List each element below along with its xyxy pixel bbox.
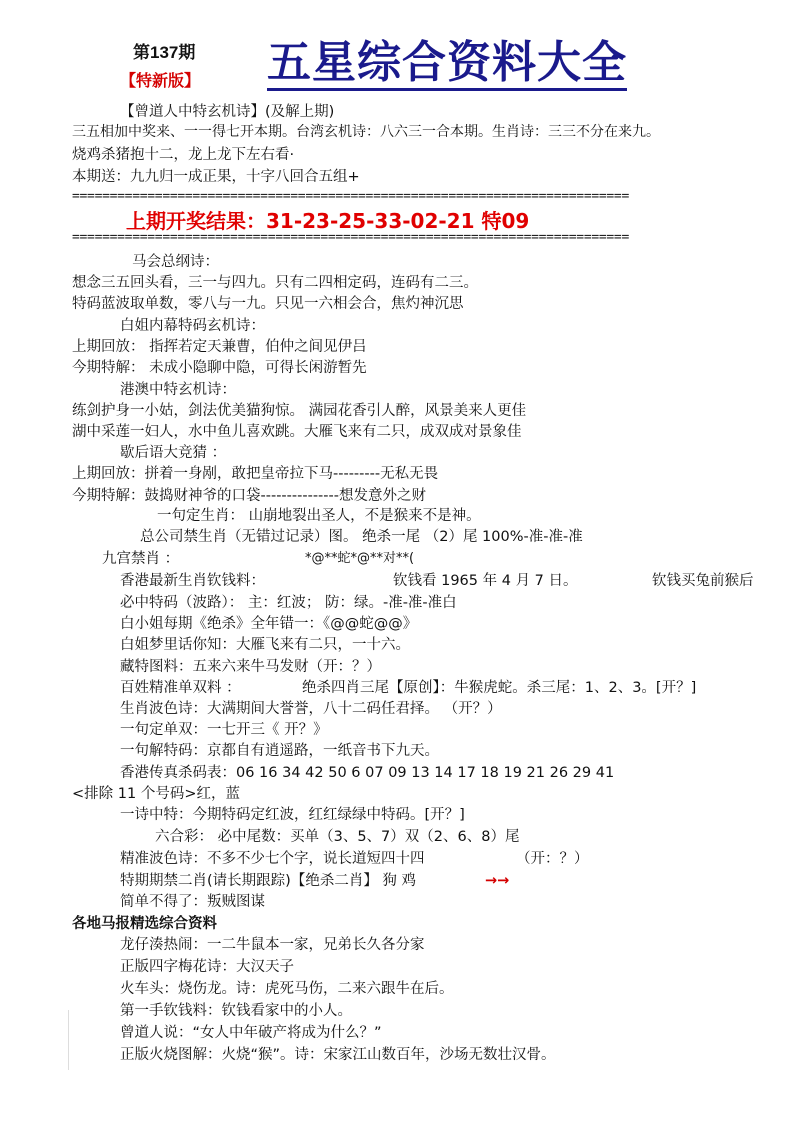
section-heading: 港澳中特玄机诗：: [120, 382, 236, 398]
text-line: 上期回放： 指挥若定天兼曹，伯仲之间见伊吕: [72, 339, 367, 355]
last-draw-result: 上期开奖结果：31-23-25-33-02-21 特09: [126, 209, 530, 233]
text-line: 今期特解： 未成小隐聊中隐，可得长闲游暂先: [72, 360, 367, 376]
text-line: 正版火烧图解：火烧“猴”。诗：宋家江山数百年，沙场无数壮汉骨。: [120, 1047, 556, 1063]
text-line: 曾道人说：“女人中年破产将成为什么？”: [120, 1025, 382, 1041]
text-line: 湖中采莲一妇人，水中鱼儿喜欢跳。大雁飞来有二只，成双成对景象佳: [72, 424, 522, 440]
text-line: 简单不得了：叛贼图谋: [120, 894, 265, 910]
page-title: 五星综合资料大全: [267, 38, 627, 91]
poem-heading: 【曾道人中特玄机诗】(及解上期): [120, 104, 335, 120]
text-line: 藏特图料：五来六来牛马发财（开：？）: [120, 659, 381, 675]
text-line: 上期回放：拼着一身剐，敢把皇帝拉下马---------无私无畏: [72, 466, 439, 482]
text-line: 龙仔湊热闹：一二牛鼠本一家，兄弟长久各分家: [120, 937, 425, 953]
text-line: 一句定生肖： 山崩地裂出圣人，不是猴来不是神。: [157, 508, 481, 524]
text-line: 精准波色诗：不多不少七个字，说长道短四十四: [120, 851, 425, 867]
text-line: 烧鸡杀猪抱十二，龙上龙下左右看·: [72, 147, 295, 163]
text-line: 钦钱买兔前猴后: [652, 573, 754, 589]
section-heading: 歇后语大竞猜 ：: [120, 445, 227, 461]
text-line: 正版四字梅花诗：大汉天子: [120, 959, 294, 975]
text-line: 今期特解：鼓捣财神爷的口袋---------------想发意外之财: [72, 488, 426, 504]
text-line: 六合彩： 必中尾数：买单（3、5、7）双（2、6、8）尾: [155, 829, 520, 845]
text-line: 想念三五回头看，三一与四九。只有二四相定码，连码有二三。: [72, 275, 478, 291]
text-line: 钦钱看 1965 年 4 月 7 日。: [393, 573, 578, 589]
text-line: 火车头：烧伤龙。诗：虎死马伤，二来六跟牛在后。: [120, 981, 454, 997]
separator: ==========================================================================: [72, 230, 629, 245]
text-line: *@**蛇*@**对**(: [305, 551, 415, 566]
text-line: 特期期禁二肖(请长期跟踪)【绝杀二肖】 狗 鸡: [120, 873, 417, 889]
text-line: 必中特码（波路）： 主：红波； 防：绿。-准-准-准白: [120, 595, 457, 611]
text-line: 百姓精准单双料 ：: [120, 680, 241, 696]
text-line: 生肖波色诗：大满期间大誉誉，八十二码任君择。 （开？）: [120, 701, 502, 717]
text-line: 总公司禁生肖（无错过记录）图。 绝杀一尾 （2）尾 100%-准-准-准: [140, 529, 583, 545]
text-line: 一句解特码：京都自有逍遥路，一纸音书下九天。: [120, 743, 439, 759]
section-title: 各地马报精选综合资料: [72, 916, 217, 932]
text-line: 三五相加中奖来、一一得七开本期。台湾玄机诗：八六三一合本期。生肖诗：三三不分在来九。: [72, 124, 660, 140]
text-line: 特码蓝波取单数，零八与一九。只见一六相会合，焦灼神沉思: [72, 296, 464, 312]
section-heading: 马会总纲诗：: [132, 254, 219, 270]
text-line: （开：？）: [516, 851, 589, 867]
text-line: 一诗中特：今期特码定红波，红红绿绿中特码。[开？]: [120, 807, 465, 823]
text-line: 绝杀四肖三尾【原创】：牛猴虎蛇。杀三尾：1、2、3。[开？]: [302, 680, 697, 696]
text-line: 香港传真杀码表：06 16 34 42 50 6 07 09 13 14 17 18 19 21 26 29 41: [120, 765, 615, 781]
separator: ==========================================================================: [72, 189, 629, 204]
edition-tag: 【特新版】: [120, 71, 201, 90]
text-line: 香港最新生肖钦钱料：: [120, 573, 265, 589]
text-line: 练剑护身一小姑，剑法优美猫狗惊。 满园花香引人醉，风景美来人更佳: [72, 403, 527, 419]
arrow-mark: →→: [485, 873, 510, 889]
text-line: 一句定单双：一七开三《 开？》: [120, 722, 328, 738]
text-line: 白姐梦里话你知：大雁飞来有二只，一十六。: [120, 637, 410, 653]
text-line: 白小姐每期《绝杀》全年错一：《@@蛇@@》: [120, 616, 418, 632]
section-heading: 白姐内幕特码玄机诗：: [120, 318, 265, 334]
text-line: 第一手钦钱料：钦钱看家中的小人。: [120, 1003, 352, 1019]
text-line: <排除 11 个号码>红，蓝: [72, 786, 240, 802]
margin-rule: [68, 1010, 69, 1070]
text-line: 本期送：九九归一成正果，十字八回合五组+: [72, 169, 360, 185]
text-line: 九宫禁肖 ：: [102, 551, 180, 567]
issue-number: 第137期: [133, 43, 196, 62]
